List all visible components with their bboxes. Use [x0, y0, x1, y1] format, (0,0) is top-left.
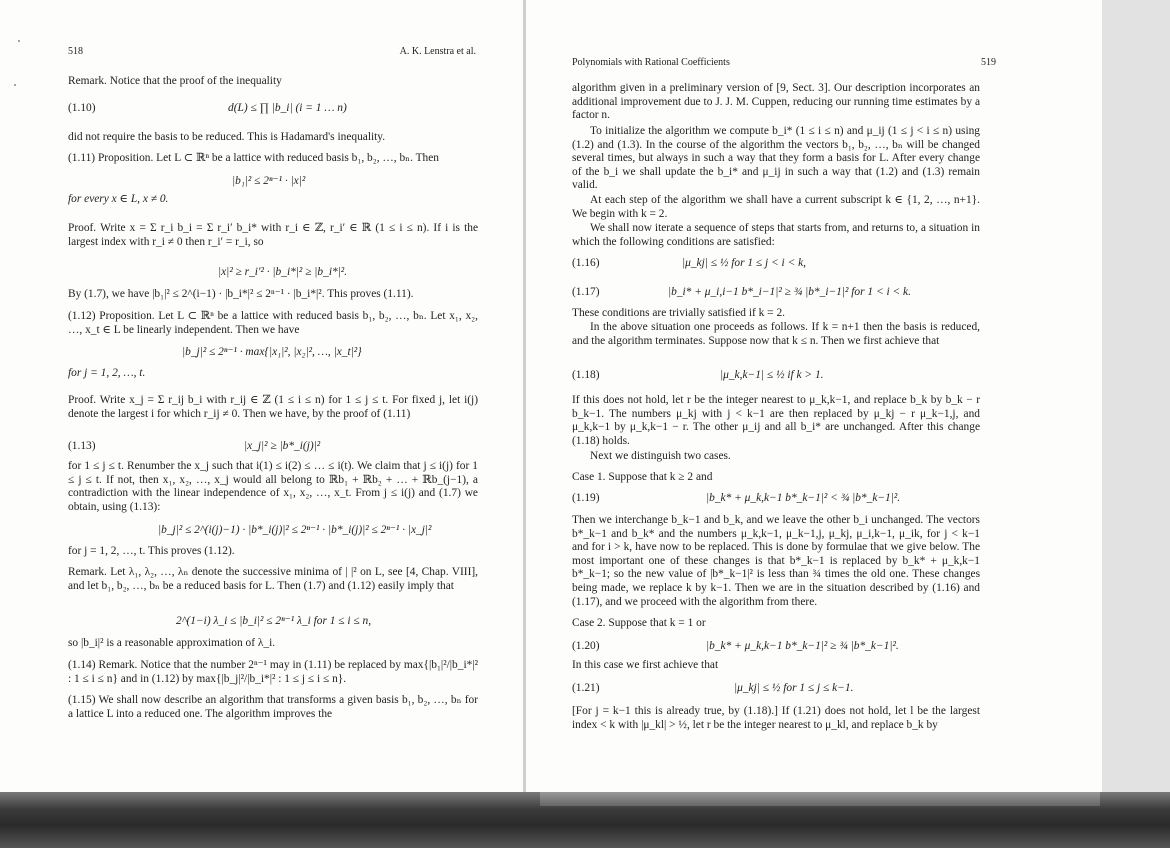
eq-116: |μ_kj| ≤ ½ for 1 ≤ j < i < k,: [682, 257, 807, 269]
eq-proof-112: |b_j|² ≤ 2^(i(j)−1) · |b*_i(j)|² ≤ 2ⁿ⁻¹ · |b*_i(j)|² ≤ 2ⁿ⁻¹ · |x_j|²: [158, 524, 432, 536]
eq-113: |x_j|² ≥ |b*_i(j)|²: [244, 440, 321, 452]
left-page: [0, 0, 524, 798]
eq-110: d(L) ≤ ∏ |b_i| (i = 1 … n): [228, 102, 347, 114]
prop-111: (1.11) Proposition. Let L ⊂ ℝⁿ be a lattice with reduced basis b₁, b₂, …, bₙ. Then: [68, 152, 439, 164]
scan-speck: [18, 40, 20, 42]
proof-112-b: for 1 ≤ j ≤ t. Renumber the x_j such that i(1) ≤ i(2) ≤ … ≤ i(t). We claim that j ≤ i(j) for 1 ≤ j ≤ t. If not, then x₁, x₂, …, x_j would all belong to ℝb₁ + ℝb₂ + … + ℝb_(j−1), a contradiction with the linear independence of x₁, x₂, …, x_t. From j ≤ i(j) and (1.7) we obtain, using (1.13):: [68, 460, 478, 513]
proof-112-c: for j = 1, 2, …, t. This proves (1.12).: [68, 545, 235, 557]
eq-121: |μ_kj| ≤ ½ for 1 ≤ j ≤ k−1.: [734, 682, 854, 694]
right-page: [526, 0, 1102, 798]
eq-119: |b_k* + μ_k,k−1 b*_k−1|² < ¾ |b*_k−1|².: [706, 492, 901, 504]
eq-118-label: (1.18): [572, 369, 600, 381]
eq-111: |b₁|² ≤ 2ⁿ⁻¹ · |x|²: [232, 175, 306, 187]
after-112: for j = 1, 2, …, t.: [68, 367, 146, 379]
remark-1: Remark. Notice that the proof of the inequality: [68, 75, 282, 87]
right-para-10: In this case we first achieve that: [572, 659, 719, 671]
eq-112: |b_j|² ≤ 2ⁿ⁻¹ · max{|x₁|², |x₂|², …, |x_t|²}: [182, 346, 362, 358]
right-para-2: To initialize the algorithm we compute b_i* (1 ≤ i ≤ n) and μ_ij (1 ≤ j < i ≤ n) using (1.2) and (1.3). In the course of the algorithm the vectors b₁, b₂, …, bₙ will be changed several times, but always in such a way that they form a basis for L. After every change of the b_i we shall update the b_i* and μ_ij in such a way that (1.2) and (1.3) remain valid.: [572, 125, 980, 192]
para-115: (1.15) We shall now describe an algorithm that transforms a given basis b₁, b₂, …, bₙ for a lattice L into a reduced one. The algorithm improves the: [68, 694, 478, 720]
right-para-11: [For j = k−1 this is already true, by (1.18).] If (1.21) does not hold, let l be the largest index < k with |μ_kl| > ½, let r be the integer nearest to μ_kl, and replace b_k by: [572, 705, 980, 731]
right-para-1: algorithm given in a preliminary version of [9, Sect. 3]. Our description incorporates an additional improvement due to J. J. M. Cuppen, reducing our running time estimates by a factor n.: [572, 82, 980, 122]
eq-proof-111: |x|² ≥ r_i′² · |b_i*|² ≥ |b_i*|².: [218, 266, 348, 278]
proof-111-a: Proof. Write x = Σ r_i b_i = Σ r_i′ b_i* with r_i ∈ ℤ, r_i′ ∈ ℝ (1 ≤ i ≤ n). If i is the largest index with r_i ≠ 0 then r_i′ = r_i, so: [68, 222, 478, 248]
prop-112: (1.12) Proposition. Let L ⊂ ℝⁿ be a lattice with reduced basis b₁, b₂, …, bₙ. Let x₁, x₂, …, x_t ∈ L be linearly independent. Then we have: [68, 310, 478, 336]
after-111: for every x ∈ L, x ≠ 0.: [68, 193, 169, 205]
eq-121-label: (1.21): [572, 682, 600, 694]
scan-shadow: [0, 792, 1170, 848]
right-para-4: We shall now iterate a sequence of steps that starts from, and returns to, a situation in which the following conditions are satisfied:: [572, 222, 980, 248]
scan-speck: [14, 84, 16, 86]
proof-111-b: By (1.7), we have |b₁|² ≤ 2^(i−1) · |b_i*|² ≤ 2ⁿ⁻¹ · |b_i*|². This proves (1.11).: [68, 288, 414, 300]
eq-116-label: (1.16): [572, 257, 600, 269]
remark-114: (1.14) Remark. Notice that the number 2ⁿ⁻¹ may in (1.11) be replaced by max{|b₁|²/|b_i*|² : 1 ≤ i ≤ n} and in (1.12) by max{|b_j|²/|b_i*|² : 1 ≤ j ≤ i ≤ n}.: [68, 659, 478, 685]
case-2: Case 2. Suppose that k = 1 or: [572, 617, 706, 629]
right-para-6: In the above situation one proceeds as follows. If k = n+1 then the basis is reduced, and the algorithm terminates. Suppose now that k ≤ n. Then we first achieve that: [572, 321, 980, 347]
eq-117-label: (1.17): [572, 286, 600, 298]
after-110: did not require the basis to be reduced. This is Hadamard's inequality.: [68, 131, 386, 143]
case-1: Case 1. Suppose that k ≥ 2 and: [572, 471, 713, 483]
remark-2: Remark. Let λ₁, λ₂, …, λₙ denote the successive minima of | |² on L, see [4, Chap. VIII], and let b₁, b₂, …, bₙ be a reduced basis for L. Then (1.7) and (1.12) easily imply that: [68, 566, 478, 592]
scan-margin: [1102, 0, 1170, 848]
left-page-number: 518: [68, 46, 83, 57]
eq-117: |b_i* + μ_i,i−1 b*_i−1|² ≥ ¾ |b*_i−1|² for 1 < i < k.: [668, 286, 911, 298]
right-para-7: If this does not hold, let r be the integer nearest to μ_k,k−1, and replace b_k by b_k − r b_k−1. The numbers μ_kj with j < k−1 are then replaced by μ_kj − r μ_k−1,j, and μ_k,k−1 by μ_k,k−1 − r. The other μ_ij and all b_i* are unchanged. After this change (1.18) holds.: [572, 394, 980, 447]
eq-110-label: (1.10): [68, 102, 96, 114]
right-para-9: Then we interchange b_k−1 and b_k, and we leave the other b_i unchanged. The vectors b*_k−1 and b_k* and the numbers μ_k,k−1, μ_k−1,j, μ_kj, μ_i,k−1, μ_ik, for j < k−1 and for i > k, have now to be replaced. This is done by formulae that we give below. The most important one of these changes is that b*_k−1 is replaced by b_k* + μ_k,k−1 b*_k−1; so the new value of |b*_k−1|² is less than ¾ times the old one. These changes being made, we replace k by k−1. Then we are in the situation described by (1.16) and (1.17), and we proceed with the algorithm from there.: [572, 514, 980, 608]
proof-112-a: Proof. Write x_j = Σ r_ij b_i with r_ij ∈ ℤ (1 ≤ i ≤ n) for 1 ≤ j ≤ t. For fixed j, let i(j) denote the largest i for which r_ij ≠ 0. Then we have, by the proof of (1.11): [68, 394, 478, 420]
eq-119-label: (1.19): [572, 492, 600, 504]
eq-remark-2: 2^(1−i) λ_i ≤ |b_i|² ≤ 2ⁿ⁻¹ λ_i for 1 ≤ i ≤ n,: [176, 615, 372, 627]
right-para-5: These conditions are trivially satisfied if k = 2.: [572, 307, 785, 319]
eq-120-label: (1.20): [572, 640, 600, 652]
right-page-number: 519: [981, 57, 996, 68]
right-para-8: Next we distinguish two cases.: [590, 450, 731, 462]
eq-118: |μ_k,k−1| ≤ ½ if k > 1.: [720, 369, 824, 381]
right-running-head: Polynomials with Rational Coefficients: [572, 57, 730, 68]
eq-120: |b_k* + μ_k,k−1 b*_k−1|² ≥ ¾ |b*_k−1|².: [706, 640, 899, 652]
left-running-head: A. K. Lenstra et al.: [399, 46, 476, 57]
eq-113-label: (1.13): [68, 440, 96, 452]
right-para-3: At each step of the algorithm we shall have a current subscript k ∈ {1, 2, …, n+1}. We begin with k = 2.: [572, 194, 980, 220]
after-remark-2: so |b_i|² is a reasonable approximation of λ_i.: [68, 637, 276, 649]
